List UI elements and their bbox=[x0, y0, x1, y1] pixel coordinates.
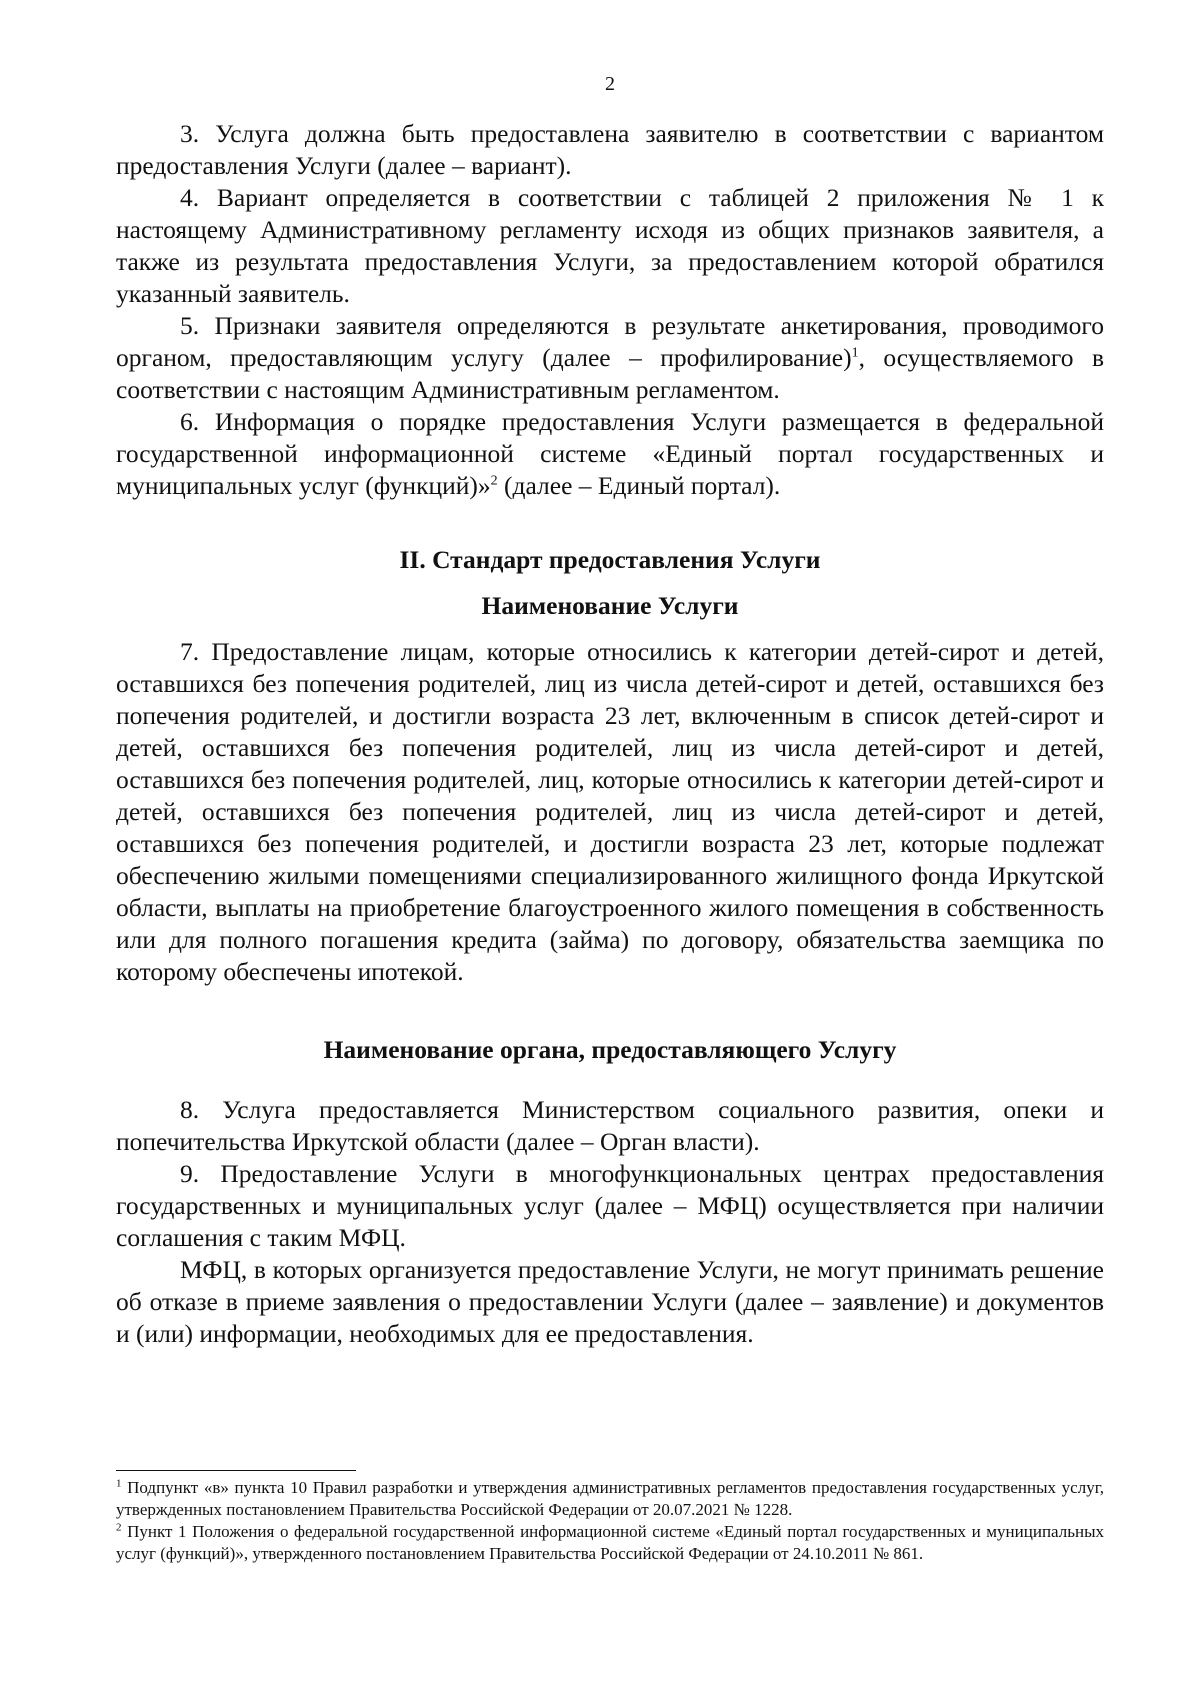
paragraph-6 bbox=[116, 406, 1104, 502]
paragraph-5-text-end: , осуществляемого в соответствии с настоящим Административным регламентом. bbox=[116, 343, 1104, 404]
footnotes bbox=[116, 1470, 1104, 1565]
footnote-1-text: Подпункт «в» пункта 10 Правил разработки и утверждения административных регламентов предоставления государственных услуг, утвержденных постановлением Правительства Российской Федерации от 20.07.2021 № 1228. bbox=[116, 1478, 1104, 1519]
paragraph-6-text-end: (далее – Единый портал). bbox=[497, 471, 781, 500]
paragraph-8: 8. Услуга предоставляется Министерством социального развития, опеки и попечительства Иркутской области (далее – Орган власти). bbox=[116, 1095, 1104, 1156]
footnote-ref-2: 2 bbox=[490, 473, 498, 489]
paragraph-5 bbox=[116, 310, 1104, 406]
footnote-2-text: Пункт 1 Положения о федеральной государственной информационной системе «Единый портал государственных и муниципальных услуг (функций)», утвержденного постановлением Правительства Российской Федерации от 24.10.2011 № 861. bbox=[116, 1522, 1104, 1563]
footnote-mark-1: 1 bbox=[116, 1477, 122, 1490]
footnote-mark-2: 2 bbox=[116, 1521, 122, 1534]
subsection-title-service-name: Наименование Услуги bbox=[481, 591, 739, 620]
section-title: II. Стандарт предоставления Услуги bbox=[399, 545, 821, 574]
paragraph-4: 4. Вариант определяется в соответствии с таблицей 2 приложения № 1 к настоящему Административному регламенту исходя из общих признаков заявителя, а также из результата предоставления Услуги, за предоставлением которой обратился указанный заявитель. bbox=[116, 183, 1104, 308]
footnote-ref-1: 1 bbox=[851, 345, 859, 361]
paragraph-3: 3. Услуга должна быть предоставлена заявителю в соответствии с вариантом предоставления Услуги (далее – вариант). bbox=[116, 119, 1104, 180]
paragraph-9: 9. Предоставление Услуги в многофункциональных центрах предоставления государственных и муниципальных услуг (далее – МФЦ) осуществляется при наличии соглашения с таким МФЦ. bbox=[116, 1159, 1104, 1252]
footnote-1 bbox=[116, 1477, 1104, 1521]
footnote-2 bbox=[116, 1521, 1104, 1565]
subsection-title-organ: Наименование органа, предоставляющего Услугу bbox=[323, 1035, 897, 1064]
paragraph-5-text: 5. Признаки заявителя определяются в результате анкетирования, проводимого органом, предоставляющим услугу (далее – профилирование) bbox=[116, 311, 1104, 372]
document-body bbox=[116, 118, 1104, 1350]
paragraph-6-text: 6. Информация о порядке предоставления Услуги размещается в федеральной государственной информационной системе «Единый портал государственных и муниципальных услуг (функций)» bbox=[116, 407, 1104, 500]
paragraph-mfc: МФЦ, в которых организуется предоставление Услуги, не могут принимать решение об отказе в приеме заявления о предоставлении Услуги (далее – заявление) и документов и (или) информации, необходимых для ее предоставления. bbox=[116, 1255, 1104, 1348]
footnote-divider bbox=[116, 1470, 356, 1471]
paragraph-7: 7. Предоставление лицам, которые относились к категории детей-сирот и детей, оставшихся без попечения родителей, лиц из числа детей-сирот и детей, оставшихся без попечения родителей, и достигли возраста 23 лет, включенным в список детей-сирот и детей, оставшихся без попечения родителей, лиц из числа детей-сирот и детей, оставшихся без попечения родителей, лиц, которые относились к категории детей-сирот и детей, оставшихся без попечения родителей, лиц из числа детей-сирот и детей, оставшихся без попечения родителей, и достигли возраста 23 лет, которые подлежат обеспечению жилыми помещениями специализированного жилищного фонда Иркутской области, выплаты на приобретение благоустроенного жилого помещения в собственность или для полного погашения кредита (займа) по договору, обязательства заемщика по которому обеспечены ипотекой. bbox=[116, 637, 1104, 986]
page-number: 2 bbox=[605, 73, 615, 95]
